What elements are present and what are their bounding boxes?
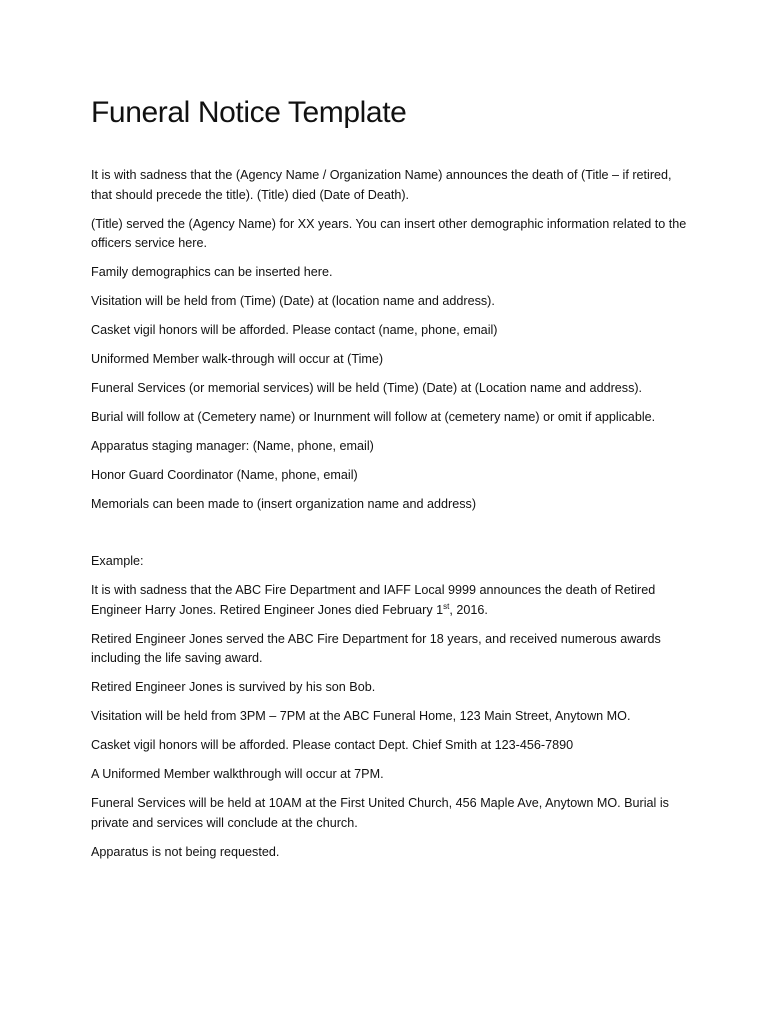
- example-intro-paragraph: [91, 581, 691, 620]
- template-paragraph: Apparatus staging manager: (Name, phone, email): [91, 439, 374, 453]
- template-paragraph: Burial will follow at (Cemetery name) or Inurnment will follow at (cemetery name) or omit if applicable.: [91, 410, 656, 424]
- template-paragraph: Visitation will be held from (Time) (Date) at (location name and address).: [91, 294, 495, 308]
- template-paragraph: It is with sadness that the (Agency Name / Organization Name) announces the death of (Title – if retired, that should precede the title). (Title) died (Date of Death).: [91, 168, 672, 202]
- template-paragraph: Family demographics can be inserted here.: [91, 265, 333, 279]
- example-paragraph: A Uniformed Member walkthrough will occur at 7PM.: [91, 767, 384, 781]
- document-title: Funeral Notice Template: [91, 96, 407, 129]
- example-intro-date-tail: , 2016.: [449, 602, 488, 617]
- template-section: [91, 166, 691, 524]
- example-paragraph: Retired Engineer Jones served the ABC Fire Department for 18 years, and received numerous awards including the life saving award.: [91, 631, 661, 665]
- ordinal-suffix: st: [443, 601, 450, 611]
- template-paragraph: Memorials can been made to (insert organization name and address): [91, 497, 477, 511]
- example-paragraph: Apparatus is not being requested.: [91, 844, 280, 859]
- example-paragraph: Visitation will be held from 3PM – 7PM at the ABC Funeral Home, 123 Main Street, Anytown MO.: [91, 709, 631, 723]
- example-paragraph: Funeral Services will be held at 10AM at the First United Church, 456 Maple Ave, Anytown MO. Burial is private and services will conclude at the church.: [91, 796, 669, 830]
- example-section: [91, 552, 691, 872]
- template-paragraph: Funeral Services (or memorial services) will be held (Time) (Date) at (Location name and address).: [91, 381, 643, 395]
- example-heading: Example:: [91, 554, 144, 568]
- template-paragraph: Uniformed Member walk-through will occur at (Time): [91, 352, 384, 366]
- example-paragraph: Casket vigil honors will be afforded. Please contact Dept. Chief Smith at 123-456-7890: [91, 738, 574, 752]
- example-intro-text: It is with sadness that the ABC Fire Department and IAFF Local 9999 announces the death of Retired Engineer Harry Jones. Retired Engineer Jones died February 1: [91, 583, 656, 617]
- example-paragraph: Retired Engineer Jones is survived by his son Bob.: [91, 680, 376, 694]
- template-paragraph: Honor Guard Coordinator (Name, phone, email): [91, 468, 358, 482]
- template-paragraph: (Title) served the (Agency Name) for XX years. You can insert other demographic information related to the officers service here.: [91, 216, 687, 250]
- template-paragraph: Casket vigil honors will be afforded. Please contact (name, phone, email): [91, 323, 498, 337]
